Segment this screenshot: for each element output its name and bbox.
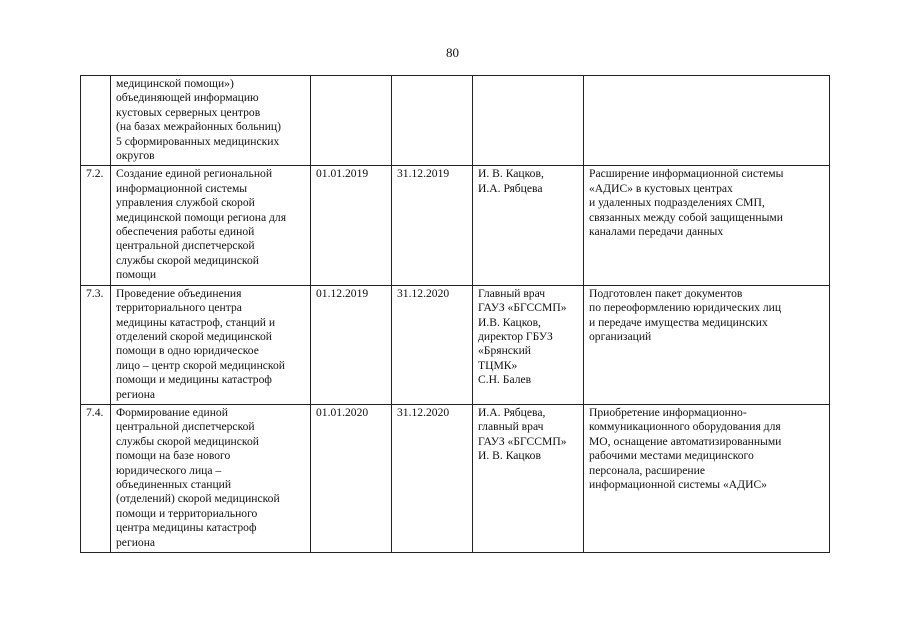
start-date: 01.01.2019 xyxy=(316,167,369,181)
start-date: 01.12.2019 xyxy=(316,286,369,300)
table-row xyxy=(81,76,830,166)
item-number: 7.2. xyxy=(86,167,104,181)
table-row xyxy=(81,285,830,404)
measure-name: медицинской помощи») объединяющей информацию кустовых серверных центров (на базах межрайонных больниц) 5 сформированных медицинских округов xyxy=(116,77,281,163)
start-date-cell xyxy=(311,166,392,285)
start-date-cell xyxy=(311,404,392,552)
end-date-cell xyxy=(392,404,473,552)
item-number-cell xyxy=(81,404,111,552)
result-cell xyxy=(584,166,830,285)
start-date-cell xyxy=(311,285,392,404)
responsible-persons: И.А. Рябцева, главный врач ГАУЗ «БГССМП» И. В. Кацков xyxy=(478,405,567,463)
responsible-persons: И. В. Кацков, И.А. Рябцева xyxy=(478,167,544,195)
result-cell xyxy=(584,285,830,404)
plan-table xyxy=(80,75,830,553)
item-number: 7.3. xyxy=(86,286,104,300)
end-date: 31.12.2020 xyxy=(397,286,450,300)
start-date: 01.01.2020 xyxy=(316,405,369,419)
measure-name: Формирование единой центральной диспетчерской службы скорой медицинской помощи на базе нового юридического лица – объединенных станций (отделений) скорой медицинской помощи и территориального центра медицины катастроф региона xyxy=(116,405,280,549)
measure-name-cell xyxy=(111,166,311,285)
end-date-cell xyxy=(392,166,473,285)
start-date-cell xyxy=(311,76,392,166)
measure-name-cell xyxy=(111,76,311,166)
page-number: 80 xyxy=(446,45,459,60)
responsible-cell xyxy=(473,285,584,404)
expected-result: Подготовлен пакет документов по переоформлению юридических лиц и передаче имущества медицинских организаций xyxy=(589,286,782,343)
item-number: 7.4. xyxy=(86,405,104,419)
item-number-cell xyxy=(81,166,111,285)
end-date: 31.12.2020 xyxy=(397,405,450,419)
item-number-cell xyxy=(81,285,111,404)
measure-name: Проведение объединения территориального центра медицины катастроф, станций и отделений скорой медицинской помощи в одно юридическое лицо – центр скорой медицинской помощи и медицины катастроф региона xyxy=(116,286,285,401)
table-row xyxy=(81,166,830,285)
measure-name: Создание единой региональной информационной системы управления службой скорой медицинской помощи региона для обеспечения работы единой центральной диспетчерской службы скорой медицинской помощи xyxy=(116,167,287,282)
responsible-cell xyxy=(473,76,584,166)
end-date-cell xyxy=(392,76,473,166)
responsible-cell xyxy=(473,166,584,285)
measure-name-cell xyxy=(111,404,311,552)
table-row xyxy=(81,404,830,552)
measure-name-cell xyxy=(111,285,311,404)
result-cell xyxy=(584,76,830,166)
expected-result: Приобретение информационно- коммуникационного оборудования для МО, оснащение автоматизированными рабочими местами медицинского персонала, расширение информационной системы «АДИС» xyxy=(589,405,782,491)
result-cell xyxy=(584,404,830,552)
responsible-cell xyxy=(473,404,584,552)
responsible-persons: Главный врач ГАУЗ «БГССМП» И.В. Кацков, директор ГБУЗ «Брянский ТЦМК» С.Н. Балев xyxy=(478,286,567,387)
end-date: 31.12.2019 xyxy=(397,167,450,181)
item-number-cell xyxy=(81,76,111,166)
expected-result: Расширение информационной системы «АДИС» в кустовых центрах и удаленных подразделениях СМП, связанных между собой защищенными каналами передачи данных xyxy=(589,167,784,239)
end-date-cell xyxy=(392,285,473,404)
